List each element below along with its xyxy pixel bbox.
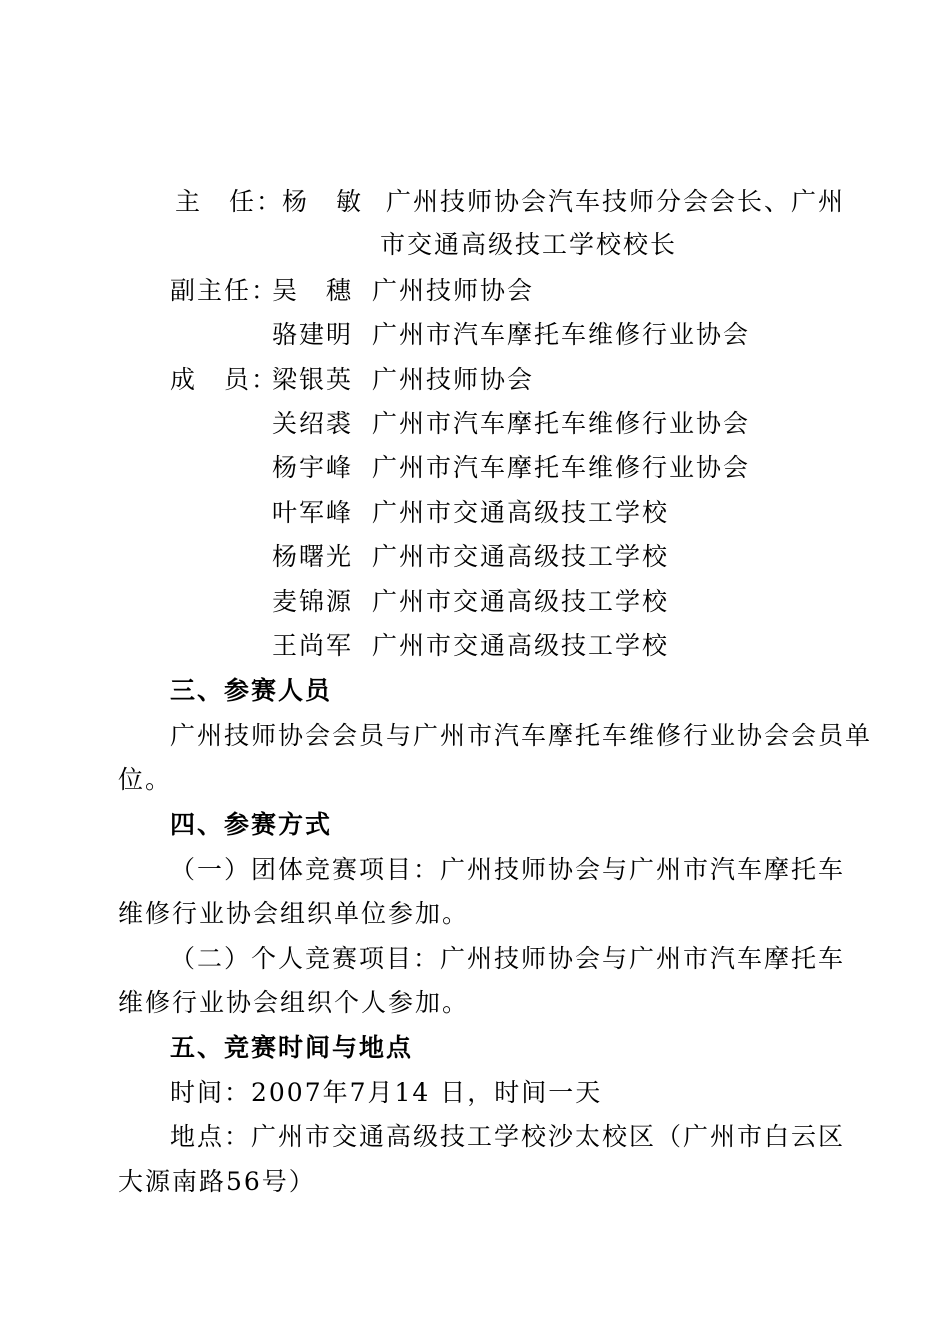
paragraph-line: 维修行业协会组织单位参加。 (118, 899, 470, 928)
member-name: 麦锦源 (272, 587, 354, 616)
member-org: 广州市交通高级技工学校 (372, 587, 670, 616)
vice-director-name: 骆建明 (272, 320, 354, 349)
member-name: 叶军峰 (272, 498, 354, 527)
member-org: 广州市汽车摩托车维修行业协会 (372, 453, 751, 482)
paragraph-line: （二）个人竞赛项目：广州技师协会与广州市汽车摩托车 (170, 944, 846, 973)
member-name: 王尚军 (272, 631, 354, 660)
paragraph-line: 广州技师协会会员与广州市汽车摩托车维修行业协会会员单 (170, 721, 873, 750)
paragraph-line: 维修行业协会组织个人参加。 (118, 988, 470, 1017)
vice-director-name: 吴 穗 (272, 276, 354, 305)
vice-director-org: 广州市汽车摩托车维修行业协会 (372, 320, 751, 349)
member-org: 广州市交通高级技工学校 (372, 542, 670, 571)
time-line: 时间：2007年7月14 日，时间一天 (170, 1078, 603, 1107)
member-name: 杨曙光 (272, 542, 354, 571)
vice-director-role: 副主任： (170, 276, 279, 305)
member-org: 广州市交通高级技工学校 (372, 498, 670, 527)
director-org-line1: 广州技师协会汽车技师分会会长、广州 (386, 187, 846, 216)
member-name: 关绍裘 (272, 409, 354, 438)
member-name: 梁银英 (272, 365, 354, 394)
paragraph-line: （一）团体竞赛项目：广州技师协会与广州市汽车摩托车 (170, 855, 846, 884)
director-org-line2: 市交通高级技工学校校长 (380, 230, 678, 259)
director-role: 主 任： (175, 187, 284, 216)
section-heading: 三、参赛人员 (170, 676, 333, 705)
place-line: 地点：广州市交通高级技工学校沙太校区（广州市白云区 (170, 1122, 846, 1151)
director-name: 杨 敏 (282, 187, 364, 216)
member-org: 广州市汽车摩托车维修行业协会 (372, 409, 751, 438)
members-role: 成 员： (170, 365, 279, 394)
section-heading: 四、参赛方式 (170, 810, 333, 839)
member-name: 杨宇峰 (272, 453, 354, 482)
vice-director-org: 广州技师协会 (372, 276, 535, 305)
place-line: 大源南路56号） (118, 1167, 316, 1196)
section-heading: 五、竞赛时间与地点 (170, 1033, 414, 1062)
paragraph-line: 位。 (118, 765, 173, 794)
member-org: 广州市交通高级技工学校 (372, 631, 670, 660)
member-org: 广州技师协会 (372, 365, 535, 394)
